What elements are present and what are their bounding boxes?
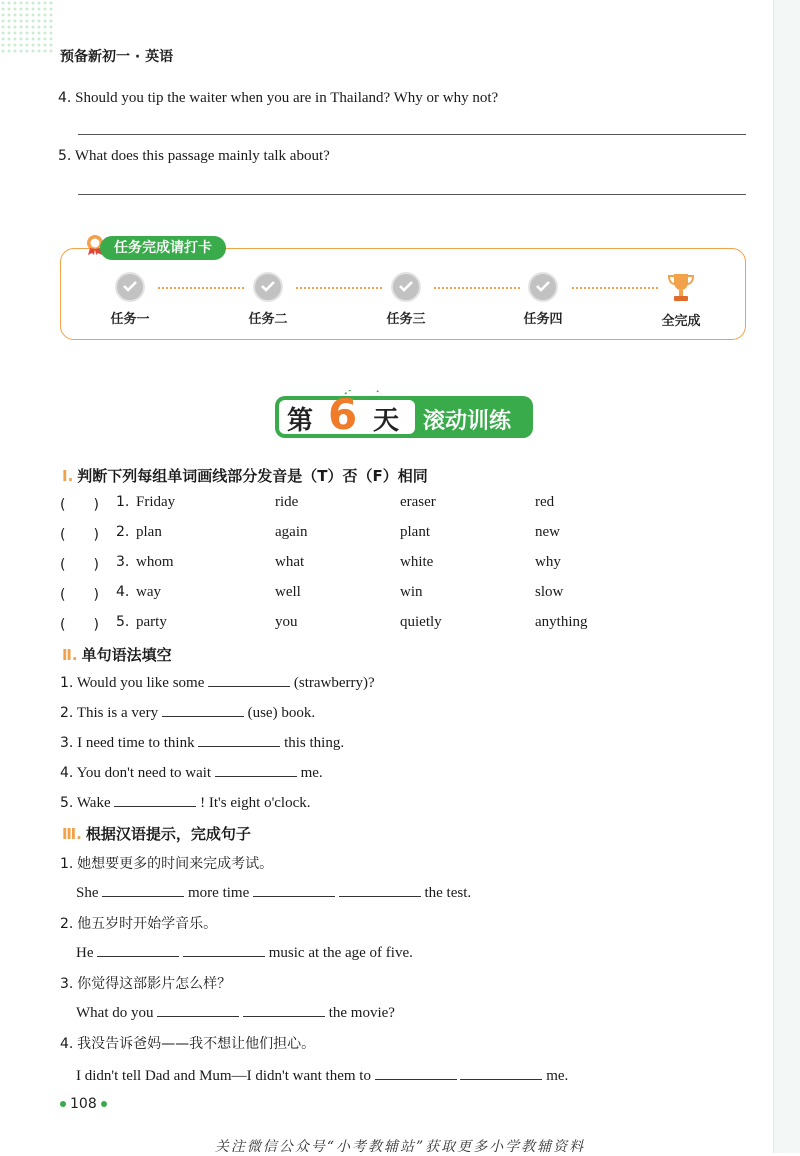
word: why bbox=[535, 554, 561, 570]
fill-blank[interactable] bbox=[157, 1004, 239, 1017]
word: party bbox=[136, 614, 167, 630]
check-icon bbox=[528, 272, 558, 302]
corner-dot-pattern bbox=[0, 0, 55, 55]
fill-blank[interactable] bbox=[114, 794, 196, 807]
banner-suffix: 天 bbox=[373, 406, 400, 436]
fill-blank[interactable] bbox=[375, 1067, 457, 1080]
checklist-tag: 任务完成请打卡 bbox=[100, 236, 226, 260]
answer-paren[interactable]: ( ) bbox=[60, 617, 99, 633]
check-icon bbox=[115, 272, 145, 302]
banner-prefix: 第 bbox=[287, 406, 314, 436]
grammar-item-2: 2. This is a very (use) book. bbox=[60, 705, 316, 721]
check-icon bbox=[391, 272, 421, 302]
page-number: 108 bbox=[56, 1096, 111, 1112]
word: slow bbox=[535, 584, 564, 600]
dot-icon bbox=[101, 1101, 107, 1107]
grammar-item-4: 4. You don't need to wait me. bbox=[60, 765, 323, 781]
translation-answer-1: She more time the test. bbox=[76, 885, 472, 901]
translation-answer-2: He music at the age of five. bbox=[76, 945, 413, 961]
word: Friday bbox=[136, 494, 176, 510]
page-edge-bar bbox=[773, 0, 800, 1153]
translation-answer-3: What do you the movie? bbox=[76, 1005, 395, 1021]
fill-blank[interactable] bbox=[253, 884, 335, 897]
word: ride bbox=[275, 494, 299, 510]
answer-paren[interactable]: ( ) bbox=[60, 587, 99, 603]
section-2-heading: Ⅱ. 单句语法填空 bbox=[62, 646, 172, 664]
word: new bbox=[535, 524, 560, 540]
task-item-4[interactable]: 任务四 bbox=[503, 272, 583, 327]
translation-prompt-4: 4. 我没告诉爸妈——我不想让他们担心。 bbox=[60, 1036, 316, 1052]
translation-prompt-3: 3. 你觉得这部影片怎么样？ bbox=[60, 976, 232, 992]
question-4: 4. Should you tip the waiter when you are in Thailand? Why or why not? bbox=[58, 90, 499, 106]
word: anything bbox=[535, 614, 588, 630]
task-item-3[interactable]: 任务三 bbox=[366, 272, 446, 327]
grammar-item-1: 1. Would you like some (strawberry)? bbox=[60, 675, 375, 691]
fill-blank[interactable] bbox=[102, 884, 184, 897]
word: white bbox=[400, 554, 434, 570]
footer-watermark: 关注微信公众号“小考教辅站”获取更多小学教辅资料 bbox=[214, 1139, 586, 1155]
fill-blank[interactable] bbox=[97, 944, 179, 957]
grammar-item-5: 5. Wake ! It's eight o'clock. bbox=[60, 795, 311, 811]
banner-title: 滚动训练 bbox=[423, 409, 512, 434]
fill-blank[interactable] bbox=[183, 944, 265, 957]
task-item-1[interactable]: 任务一 bbox=[90, 272, 170, 327]
fill-blank[interactable] bbox=[208, 674, 290, 687]
answer-line-5[interactable] bbox=[78, 194, 746, 195]
word: win bbox=[400, 584, 423, 600]
fill-blank[interactable] bbox=[215, 764, 297, 777]
task-item-complete[interactable]: 全完成 bbox=[641, 272, 721, 329]
section-3-heading: Ⅲ. 根据汉语提示，完成句子 bbox=[62, 825, 251, 843]
fill-blank[interactable] bbox=[339, 884, 421, 897]
fill-blank[interactable] bbox=[243, 1004, 325, 1017]
banner-day-number: 6 bbox=[328, 390, 358, 439]
answer-paren[interactable]: ( ) bbox=[60, 497, 99, 513]
translation-prompt-2: 2. 他五岁时开始学音乐。 bbox=[60, 916, 218, 932]
word: again bbox=[275, 524, 308, 540]
trophy-icon bbox=[666, 272, 696, 304]
translation-prompt-1: 1. 她想要更多的时间来完成考试。 bbox=[60, 856, 274, 872]
word: well bbox=[275, 584, 301, 600]
word: red bbox=[535, 494, 555, 510]
answer-line-4[interactable] bbox=[78, 134, 746, 135]
fill-blank[interactable] bbox=[198, 734, 280, 747]
page-header: 预备新初一 · 英语 bbox=[60, 49, 174, 65]
word: you bbox=[275, 614, 298, 630]
fill-blank[interactable] bbox=[460, 1067, 542, 1080]
dot-icon bbox=[60, 1101, 66, 1107]
translation-answer-4: I didn't tell Dad and Mum—I didn't want them to me. bbox=[76, 1068, 569, 1084]
task-item-2[interactable]: 任务二 bbox=[228, 272, 308, 327]
answer-paren[interactable]: ( ) bbox=[60, 527, 99, 543]
word: way bbox=[136, 584, 161, 600]
word: eraser bbox=[400, 494, 436, 510]
grammar-item-3: 3. I need time to think this thing. bbox=[60, 735, 345, 751]
fill-blank[interactable] bbox=[162, 704, 244, 717]
question-5: 5. What does this passage mainly talk about? bbox=[58, 148, 330, 164]
day-banner bbox=[273, 390, 535, 444]
word: plan bbox=[136, 524, 162, 540]
check-icon bbox=[253, 272, 283, 302]
section-1-heading: Ⅰ. 判断下列每组单词画线部分发音是（T）否（F）相同 bbox=[62, 467, 428, 485]
word: whom bbox=[136, 554, 174, 570]
word: plant bbox=[400, 524, 430, 540]
word: what bbox=[275, 554, 305, 570]
word: quietly bbox=[400, 614, 442, 630]
answer-paren[interactable]: ( ) bbox=[60, 557, 99, 573]
